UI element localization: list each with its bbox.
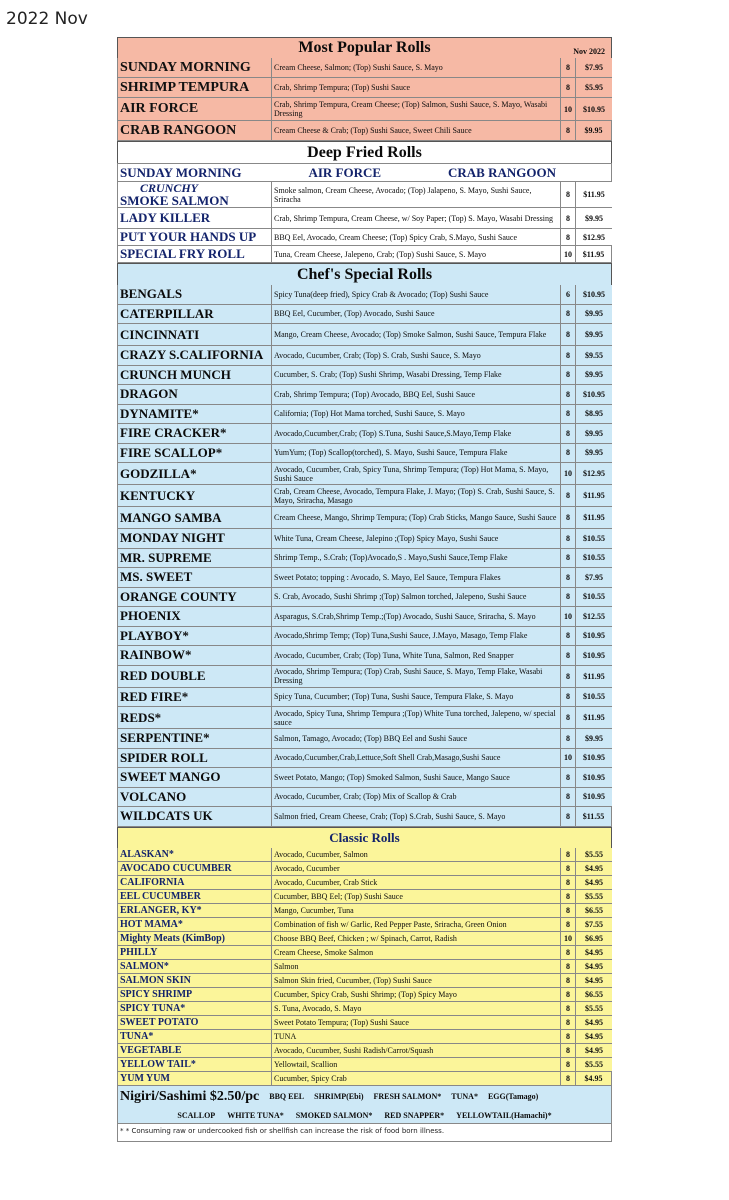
nigiri-item: RED SNAPPER* [384, 1110, 445, 1120]
nigiri-row-1 [118, 1086, 611, 1108]
roll-name: ORANGE COUNTY [117, 588, 271, 608]
roll-description: Crab, Cream Cheese, Avocado, Tempura Flake, J. Mayo; (Top) S. Crab, Sushi Sauce, S. Mayo, Sriracha, Masago [271, 485, 560, 507]
roll-name: SALMON* [117, 960, 271, 974]
roll-description: Crab, Shrimp Tempura, Cream Cheese, w/ Soy Paper; (Top) S. Mayo, Wasabi Dressing [271, 208, 560, 229]
roll-piece-count: 8 [560, 707, 575, 729]
roll-price: $9.95 [575, 424, 612, 444]
roll-description: Combination of fish w/ Garlic, Red Pepper Paste, Sriracha, Green Onion [271, 918, 560, 932]
roll-name: MONDAY NIGHT [117, 529, 271, 549]
roll-description: Crab, Shrimp Tempura; (Top) Sushi Sauce [271, 78, 560, 98]
roll-piece-count: 8 [560, 1072, 575, 1086]
deep-fried-option: SUNDAY MORNING [120, 165, 242, 180]
roll-name: WILDCATS UK [117, 807, 271, 827]
roll-description: Spicy Tuna, Cucumber; (Top) Tuna, Sushi Sauce, Tempura Flake, S. Mayo [271, 688, 560, 708]
roll-description: Avocado,Cucumber,Crab; (Top) S.Tuna, Sushi Sauce,S.Mayo,Temp Flake [271, 424, 560, 444]
roll-description: YumYum; (Top) Scallop(torched), S. Mayo, Sushi Sauce, Tempura Flake [271, 444, 560, 464]
roll-description: Shrimp Temp., S.Crab; (Top)Avocado,S . Mayo,Sushi Sauce,Temp Flake [271, 549, 560, 569]
roll-name: PLAYBOY* [117, 627, 271, 647]
roll-piece-count: 8 [560, 305, 575, 325]
roll-piece-count: 8 [560, 946, 575, 960]
roll-name: DYNAMITE* [117, 405, 271, 425]
roll-price: $4.95 [575, 960, 612, 974]
roll-piece-count: 8 [560, 988, 575, 1002]
roll-description: BBQ Eel, Cucumber, (Top) Avocado, Sushi Sauce [271, 305, 560, 325]
roll-name: KENTUCKY [117, 485, 271, 507]
deep-fried-option: AIR FORCE [308, 165, 382, 180]
roll-price: $6.55 [575, 988, 612, 1002]
most-popular-heading: Most Popular Rolls [298, 39, 431, 56]
roll-piece-count: 8 [560, 549, 575, 569]
roll-name: SHRIMP TEMPURA [117, 78, 271, 98]
roll-price: $7.95 [575, 58, 612, 78]
roll-piece-count: 6 [560, 285, 575, 305]
roll-name: SPECIAL FRY ROLL [117, 246, 271, 263]
classic-rolls-section [117, 827, 612, 1086]
roll-description: Smoke salmon, Cream Cheese, Avocado; (Top) Jalapeno, S. Mayo, Sushi Sauce, Sriracha [271, 182, 560, 208]
roll-price: $4.95 [575, 1016, 612, 1030]
roll-piece-count: 8 [560, 324, 575, 346]
most-popular-title [117, 37, 612, 58]
roll-description: Cream Cheese, Salmon; (Top) Sushi Sauce, S. Mayo [271, 58, 560, 78]
roll-price: $10.95 [575, 627, 612, 647]
roll-price: $9.95 [575, 208, 612, 229]
roll-price: $4.95 [575, 974, 612, 988]
roll-description: Salmon Skin fried, Cucumber, (Top) Sushi Sauce [271, 974, 560, 988]
roll-name: SUNDAY MORNING [117, 58, 271, 78]
roll-description: Cream Cheese, Mango, Shrimp Tempura; (Top) Crab Sticks, Mango Sauce, Sushi Sauce [271, 507, 560, 529]
roll-piece-count: 8 [560, 876, 575, 890]
roll-name: AVOCADO CUCUMBER [117, 862, 271, 876]
roll-piece-count: 8 [560, 807, 575, 827]
roll-name: CRUNCH MUNCH [117, 366, 271, 386]
roll-price: $9.95 [575, 444, 612, 464]
roll-price: $10.95 [575, 788, 612, 808]
roll-description: Avocado,Cucumber,Crab,Lettuce,Soft Shell Crab,Masago,Sushi Sauce [271, 749, 560, 769]
roll-description: Cream Cheese, Smoke Salmon [271, 946, 560, 960]
roll-name: RED DOUBLE [117, 666, 271, 688]
roll-name: MS. SWEET [117, 568, 271, 588]
roll-price: $4.95 [575, 876, 612, 890]
roll-piece-count: 8 [560, 424, 575, 444]
roll-description: Avocado, Cucumber, Crab, Spicy Tuna, Shrimp Tempura; (Top) Hot Mama, S. Mayo, Sushi Sauce [271, 463, 560, 485]
roll-piece-count: 8 [560, 485, 575, 507]
roll-piece-count: 8 [560, 974, 575, 988]
roll-name: SPICY SHRIMP [117, 988, 271, 1002]
roll-description: S. Crab, Avocado, Sushi Shrimp ;(Top) Salmon torched, Jalepeno, Sushi Sauce [271, 588, 560, 608]
roll-piece-count: 10 [560, 932, 575, 946]
roll-piece-count: 8 [560, 444, 575, 464]
roll-price: $5.95 [575, 78, 612, 98]
roll-name: SPICY TUNA* [117, 1002, 271, 1016]
roll-name [117, 182, 271, 208]
roll-piece-count: 8 [560, 182, 575, 208]
roll-name: VOLCANO [117, 788, 271, 808]
roll-price: $11.95 [575, 246, 612, 263]
roll-name: CALIFORNIA [117, 876, 271, 890]
roll-piece-count: 10 [560, 607, 575, 627]
roll-piece-count: 8 [560, 627, 575, 647]
roll-price: $11.95 [575, 666, 612, 688]
roll-price: $5.55 [575, 1058, 612, 1072]
roll-name: SALMON SKIN [117, 974, 271, 988]
roll-price: $4.95 [575, 1030, 612, 1044]
roll-price: $11.95 [575, 485, 612, 507]
nigiri-item: BBQ EEL [269, 1092, 305, 1101]
roll-description: White Tuna, Cream Cheese, Jalepino ;(Top) Spicy Mayo, Sushi Sauce [271, 529, 560, 549]
roll-price: $11.95 [575, 182, 612, 208]
menu-date: Nov 2022 [573, 47, 605, 56]
roll-price: $6.95 [575, 932, 612, 946]
roll-piece-count: 8 [560, 960, 575, 974]
roll-description: Salmon [271, 960, 560, 974]
roll-name: CRAB RANGOON [117, 121, 271, 141]
roll-piece-count: 8 [560, 385, 575, 405]
roll-name: ALASKAN* [117, 848, 271, 862]
roll-price: $5.55 [575, 848, 612, 862]
roll-name: VEGETABLE [117, 1044, 271, 1058]
roll-description: BBQ Eel, Avocado, Cream Cheese; (Top) Spicy Crab, S.Mayo, Sushi Sauce [271, 229, 560, 246]
roll-price: $10.95 [575, 285, 612, 305]
deep-fried-section [117, 141, 612, 263]
roll-name: PHOENIX [117, 607, 271, 627]
deep-fried-title: Deep Fried Rolls [117, 141, 612, 163]
roll-price: $11.95 [575, 507, 612, 529]
roll-name: DRAGON [117, 385, 271, 405]
chefs-special-section [117, 263, 612, 827]
roll-price: $9.95 [575, 366, 612, 386]
roll-description: Asparagus, S.Crab,Shrimp Temp.;(Top) Avocado, Sushi Sauce, Sriracha, S. Mayo [271, 607, 560, 627]
roll-description: Crab, Shrimp Tempura; (Top) Avocado, BBQ Eel, Sushi Sauce [271, 385, 560, 405]
roll-description: Avocado, Cucumber, Crab; (Top) Tuna, White Tuna, Salmon, Red Snapper [271, 646, 560, 666]
roll-piece-count: 8 [560, 646, 575, 666]
roll-description: Salmon, Tamago, Avocado; (Top) BBQ Eel and Sushi Sauce [271, 729, 560, 749]
classic-rolls-title: Classic Rolls [117, 827, 612, 848]
roll-name: GODZILLA* [117, 463, 271, 485]
roll-name: BENGALS [117, 285, 271, 305]
roll-piece-count: 8 [560, 229, 575, 246]
roll-name: SWEET MANGO [117, 768, 271, 788]
roll-piece-count: 8 [560, 768, 575, 788]
roll-price: $6.55 [575, 904, 612, 918]
roll-piece-count: 10 [560, 98, 575, 121]
roll-description: Choose BBQ Beef, Chicken ; w/ Spinach, Carrot, Radish [271, 932, 560, 946]
roll-price: $12.95 [575, 463, 612, 485]
roll-price: $9.95 [575, 324, 612, 346]
roll-description: Mango, Cream Cheese, Avocado; (Top) Smoke Salmon, Sushi Sauce, Tempura Flake [271, 324, 560, 346]
roll-price: $4.95 [575, 862, 612, 876]
nigiri-item: WHITE TUNA* [227, 1110, 284, 1120]
roll-name: FIRE SCALLOP* [117, 444, 271, 464]
roll-name: RAINBOW* [117, 646, 271, 666]
roll-description: TUNA [271, 1030, 560, 1044]
roll-piece-count: 10 [560, 463, 575, 485]
roll-name: SPIDER ROLL [117, 749, 271, 769]
roll-description: Cucumber, Spicy Crab, Sushi Shrimp; (Top) Spicy Mayo [271, 988, 560, 1002]
roll-name: PHILLY [117, 946, 271, 960]
roll-piece-count: 8 [560, 1016, 575, 1030]
roll-name: HOT MAMA* [117, 918, 271, 932]
roll-description: Sweet Potato; topping : Avocado, S. Mayo, Eel Sauce, Tempura Flakes [271, 568, 560, 588]
roll-name: SWEET POTATO [117, 1016, 271, 1030]
roll-price: $9.55 [575, 346, 612, 366]
roll-price: $5.55 [575, 890, 612, 904]
roll-description: Avocado, Cucumber [271, 862, 560, 876]
roll-description: Cream Cheese & Crab; (Top) Sushi Sauce, Sweet Chili Sauce [271, 121, 560, 141]
roll-name: MR. SUPREME [117, 549, 271, 569]
roll-price: $10.95 [575, 749, 612, 769]
roll-name: MANGO SAMBA [117, 507, 271, 529]
roll-piece-count: 8 [560, 788, 575, 808]
roll-price: $9.95 [575, 729, 612, 749]
roll-name: RED FIRE* [117, 688, 271, 708]
roll-name: CATERPILLAR [117, 305, 271, 325]
nigiri-item: FRESH SALMON* [373, 1092, 442, 1101]
roll-price: $10.55 [575, 549, 612, 569]
roll-description: Avocado, Cucumber, Crab Stick [271, 876, 560, 890]
roll-price: $10.55 [575, 588, 612, 608]
roll-name: REDS* [117, 707, 271, 729]
roll-name: YUM YUM [117, 1072, 271, 1086]
roll-piece-count: 8 [560, 862, 575, 876]
roll-name-text: SMOKE SALMON [120, 192, 229, 208]
roll-price: $11.95 [575, 707, 612, 729]
roll-piece-count: 8 [560, 507, 575, 529]
roll-description: California; (Top) Hot Mama torched, Sushi Sauce, S. Mayo [271, 405, 560, 425]
roll-description: Cucumber, Spicy Crab [271, 1072, 560, 1086]
roll-name: PUT YOUR HANDS UP [117, 229, 271, 246]
nigiri-item: SCALLOP [177, 1110, 216, 1120]
roll-description: Salmon fried, Cream Cheese, Crab; (Top) S.Crab, Sushi Sauce, S. Mayo [271, 807, 560, 827]
roll-piece-count: 8 [560, 688, 575, 708]
roll-piece-count: 8 [560, 1058, 575, 1072]
roll-description: Avocado, Cucumber, Sushi Radish/Carrot/Squash [271, 1044, 560, 1058]
roll-price: $4.95 [575, 946, 612, 960]
roll-piece-count: 10 [560, 749, 575, 769]
roll-price: $10.95 [575, 98, 612, 121]
most-popular-section [117, 37, 612, 141]
deep-fried-option: CRAB RANGOON [448, 165, 556, 180]
roll-piece-count: 8 [560, 904, 575, 918]
nigiri-item: SHRIMP(Ebi) [314, 1092, 364, 1101]
roll-piece-count: 8 [560, 666, 575, 688]
roll-description: Avocado, Cucumber, Crab; (Top) Mix of Scallop & Crab [271, 788, 560, 808]
roll-piece-count: 8 [560, 729, 575, 749]
roll-description: Yellowtail, Scallion [271, 1058, 560, 1072]
roll-price: $10.95 [575, 646, 612, 666]
roll-name: ERLANGER, KY* [117, 904, 271, 918]
roll-price: $7.55 [575, 918, 612, 932]
deep-fried-option-list [117, 163, 612, 182]
roll-name: AIR FORCE [117, 98, 271, 121]
roll-description: Avocado, Shrimp Tempura; (Top) Crab, Sushi Sauce, S. Mayo, Temp Flake, Wasabi Dressing [271, 666, 560, 688]
roll-piece-count: 8 [560, 346, 575, 366]
roll-name: FIRE CRACKER* [117, 424, 271, 444]
roll-description: Avocado, Spicy Tuna, Shrimp Tempura ;(Top) White Tuna torched, Jalepeno, w/ special sauce [271, 707, 560, 729]
nigiri-section [117, 1086, 612, 1124]
roll-piece-count: 8 [560, 848, 575, 862]
crunchy-label: CRUNCHY [140, 182, 199, 195]
roll-description: Cucumber, S. Crab; (Top) Sushi Shrimp, Wasabi Dressing, Temp Flake [271, 366, 560, 386]
roll-description: Avocado, Cucumber, Salmon [271, 848, 560, 862]
roll-price: $10.55 [575, 529, 612, 549]
roll-price: $10.95 [575, 385, 612, 405]
roll-piece-count: 8 [560, 1044, 575, 1058]
roll-piece-count: 8 [560, 588, 575, 608]
roll-piece-count: 8 [560, 568, 575, 588]
roll-description: Avocado,Shrimp Temp; (Top) Tuna,Sushi Sauce, J.Mayo, Masago, Temp Flake [271, 627, 560, 647]
roll-description: Avocado, Cucumber, Crab; (Top) S. Crab, Sushi Sauce, S. Mayo [271, 346, 560, 366]
roll-piece-count: 8 [560, 1030, 575, 1044]
nigiri-item: EGG(Tamago) [487, 1092, 539, 1101]
roll-name: LADY KILLER [117, 208, 271, 229]
roll-price: $8.95 [575, 405, 612, 425]
roll-description: Mango, Cucumber, Tuna [271, 904, 560, 918]
roll-price: $7.95 [575, 568, 612, 588]
roll-price: $12.55 [575, 607, 612, 627]
roll-name: CINCINNATI [117, 324, 271, 346]
menu-sheet [117, 37, 612, 1142]
roll-price: $5.55 [575, 1002, 612, 1016]
roll-price: $12.95 [575, 229, 612, 246]
nigiri-item: SMOKED SALMON* [295, 1110, 373, 1120]
roll-piece-count: 8 [560, 366, 575, 386]
roll-description: Tuna, Cream Cheese, Jalepeno, Crab; (Top) Sushi Sauce, S. Mayo [271, 246, 560, 263]
roll-piece-count: 8 [560, 208, 575, 229]
roll-piece-count: 8 [560, 918, 575, 932]
nigiri-title: Nigiri/Sashimi $2.50/pc [120, 1088, 260, 1104]
roll-price: $10.95 [575, 768, 612, 788]
roll-description: Sweet Potato Tempura; (Top) Sushi Sauce [271, 1016, 560, 1030]
roll-description: S. Tuna, Avocado, S. Mayo [271, 1002, 560, 1016]
nigiri-item: TUNA* [451, 1092, 478, 1101]
page-date-label: 2022 Nov [6, 9, 88, 29]
roll-price: $11.55 [575, 807, 612, 827]
chefs-special-title: Chef's Special Rolls [117, 263, 612, 285]
roll-name: SERPENTINE* [117, 729, 271, 749]
roll-description: Spicy Tuna(deep fried), Spicy Crab & Avocado; (Top) Sushi Sauce [271, 285, 560, 305]
roll-description: Sweet Potato, Mango; (Top) Smoked Salmon, Sushi Sauce, Mango Sauce [271, 768, 560, 788]
nigiri-item: YELLOWTAIL(Hamachi)* [456, 1110, 552, 1120]
roll-piece-count: 8 [560, 890, 575, 904]
roll-piece-count: 8 [560, 529, 575, 549]
roll-price: $4.95 [575, 1072, 612, 1086]
roll-name: Mighty Meats (KimBop) [117, 932, 271, 946]
roll-price: $4.95 [575, 1044, 612, 1058]
raw-fish-footnote: * * Consuming raw or undercooked fish or shellfish can increase the risk of food born illness. [117, 1124, 612, 1142]
roll-price: $9.95 [575, 305, 612, 325]
roll-name: EEL CUCUMBER [117, 890, 271, 904]
roll-piece-count: 8 [560, 121, 575, 141]
nigiri-row-2 [118, 1108, 611, 1123]
roll-piece-count: 8 [560, 58, 575, 78]
roll-description: Crab, Shrimp Tempura, Cream Cheese; (Top) Salmon, Sushi Sauce, S. Mayo, Wasabi Dressing [271, 98, 560, 121]
roll-piece-count: 8 [560, 1002, 575, 1016]
roll-name: YELLOW TAIL* [117, 1058, 271, 1072]
roll-price: $9.95 [575, 121, 612, 141]
roll-price: $10.55 [575, 688, 612, 708]
roll-piece-count: 8 [560, 405, 575, 425]
roll-name: CRAZY S.CALIFORNIA [117, 346, 271, 366]
roll-name: TUNA* [117, 1030, 271, 1044]
roll-piece-count: 10 [560, 246, 575, 263]
roll-piece-count: 8 [560, 78, 575, 98]
roll-description: Cucumber, BBQ Eel; (Top) Sushi Sauce [271, 890, 560, 904]
